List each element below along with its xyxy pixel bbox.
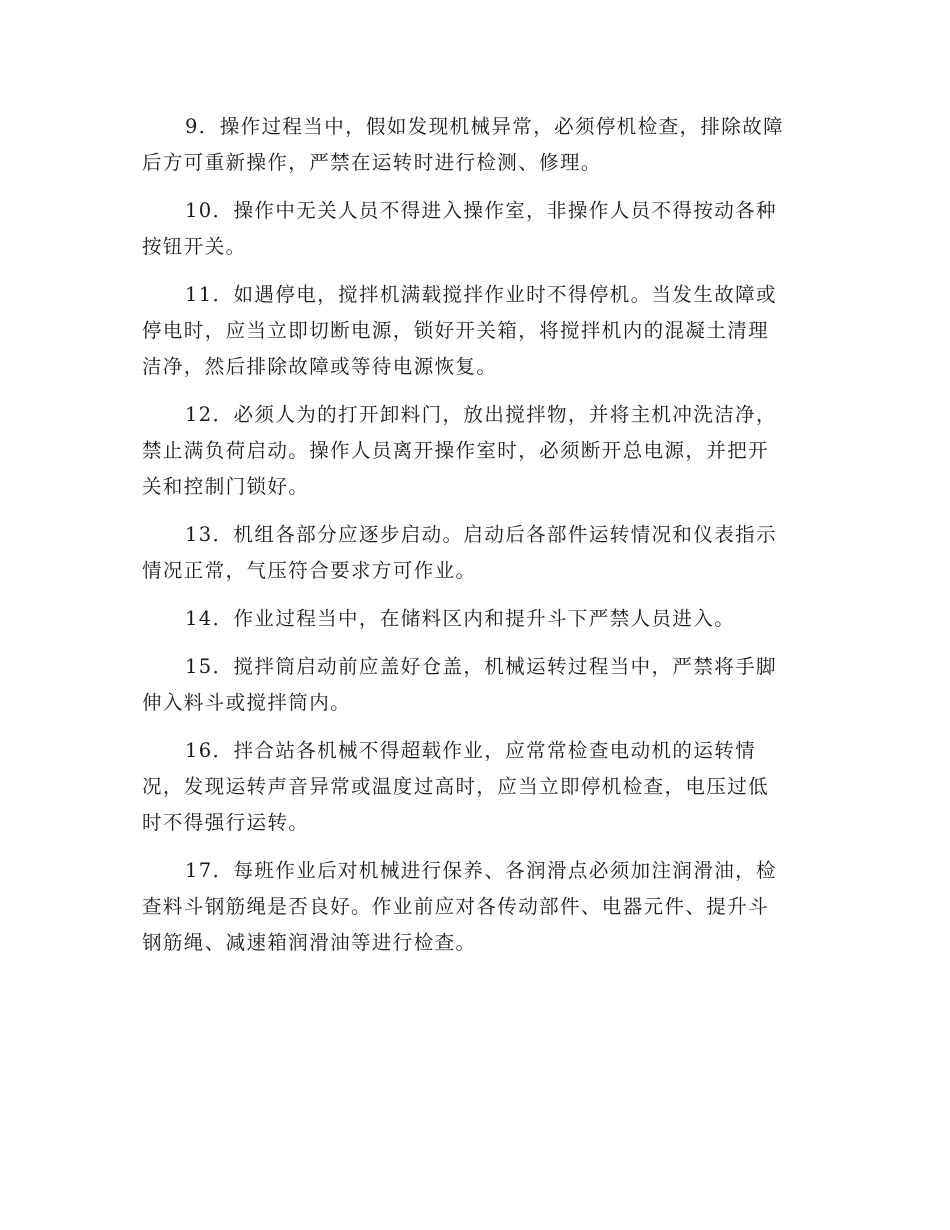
paragraph-line: 情况正常，气压符合要求方可作业。 <box>142 559 477 582</box>
paragraph-line: 17．每班作业后对机械进行保养、各润滑点必须加注润滑油，检 <box>185 859 777 882</box>
paragraph-line: 12．必须人为的打开卸料门，放出搅拌物，并将主机冲洗洁净， <box>185 403 777 426</box>
paragraph-line: 伸入料斗或搅拌筒内。 <box>142 691 352 714</box>
paragraph-line: 查料斗钢筋绳是否良好。作业前应对各传动部件、电器元件、提升斗 <box>142 895 770 918</box>
paragraph-item-13 <box>142 517 794 589</box>
document-body <box>142 109 794 973</box>
paragraph-line: 13．机组各部分应逐步启动。启动后各部件运转情况和仪表指示 <box>185 523 777 546</box>
paragraph-item-17 <box>142 853 794 961</box>
paragraph-item-14 <box>142 601 794 637</box>
paragraph-line: 按钮开关。 <box>142 235 247 258</box>
paragraph-line: 关和控制门锁好。 <box>142 475 310 498</box>
paragraph-item-10 <box>142 193 794 265</box>
paragraph-item-11 <box>142 277 794 385</box>
paragraph-item-15 <box>142 649 794 721</box>
paragraph-line: 洁净，然后排除故障或等待电源恢复。 <box>142 355 498 378</box>
paragraph-item-12 <box>142 397 794 505</box>
paragraph-item-16 <box>142 733 794 841</box>
paragraph-line: 后方可重新操作，严禁在运转时进行检测、修理。 <box>142 151 602 174</box>
paragraph-item-9 <box>142 109 794 181</box>
paragraph-line: 11．如遇停电，搅拌机满载搅拌作业时不得停机。当发生故障或 <box>185 283 777 306</box>
paragraph-line: 15．搅拌筒启动前应盖好仓盖，机械运转过程当中，严禁将手脚 <box>185 655 777 678</box>
paragraph-line: 时不得强行运转。 <box>142 811 310 834</box>
paragraph-line: 停电时，应当立即切断电源，锁好开关箱，将搅拌机内的混凝土清理 <box>142 319 770 342</box>
paragraph-line: 况，发现运转声音异常或温度过高时，应当立即停机检查，电压过低 <box>142 775 770 798</box>
paragraph-line: 9．操作过程当中，假如发现机械异常，必须停机检查，排除故障 <box>185 115 785 138</box>
paragraph-line: 14．作业过程当中，在储料区内和提升斗下严禁人员进入。 <box>185 607 736 630</box>
paragraph-line: 禁止满负荷启动。操作人员离开操作室时，必须断开总电源，并把开 <box>142 439 770 462</box>
paragraph-line: 10．操作中无关人员不得进入操作室，非操作人员不得按动各种 <box>185 199 777 222</box>
paragraph-line: 16．拌合站各机械不得超载作业，应常常检查电动机的运转情 <box>185 739 757 762</box>
paragraph-line: 钢筋绳、减速箱润滑油等进行检查。 <box>142 931 477 954</box>
